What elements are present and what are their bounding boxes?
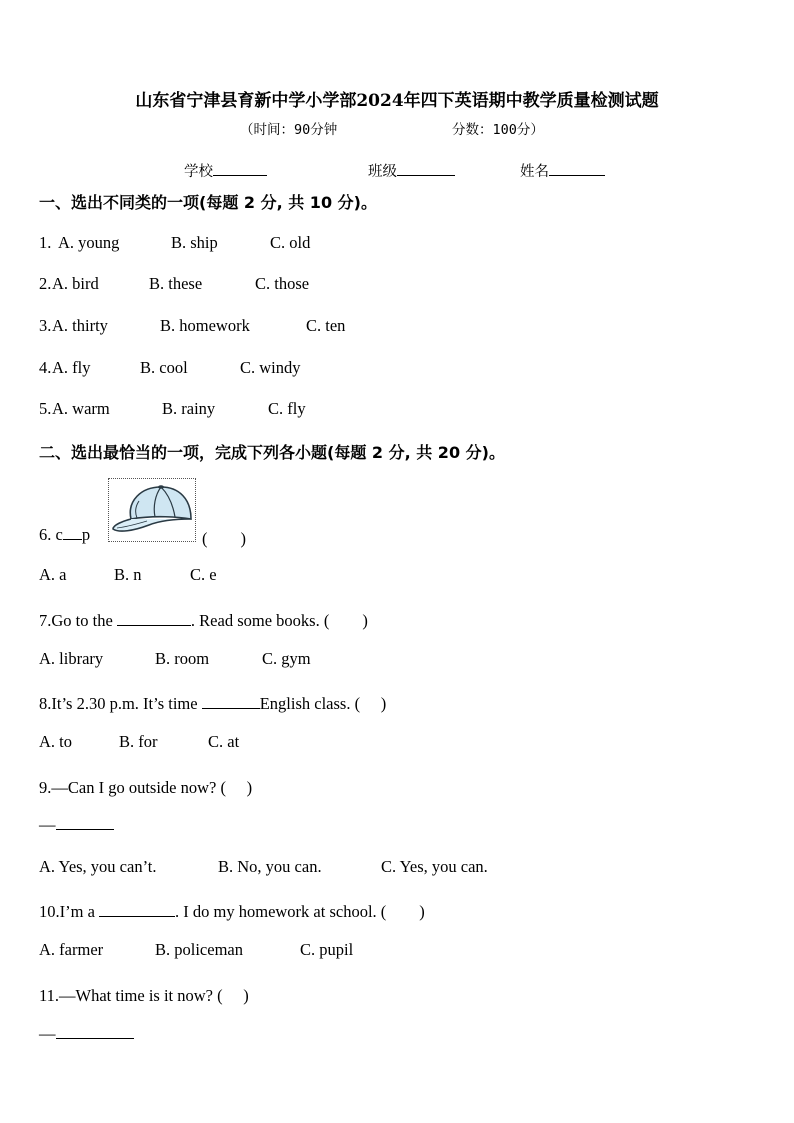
class-label: 班级 [368,164,397,180]
question-stem [39,607,368,631]
option-c[interactable]: C. those [255,274,310,293]
stem-suffix: . I do my homework at school. ( ) [175,902,425,921]
stem-prefix: 7.Go to the [39,611,117,630]
question-stem [39,898,425,922]
option-c[interactable]: C. pupil [300,940,354,959]
letter-blank[interactable] [63,526,82,540]
stem-prefix: 8.It’s 2.30 p.m. It’s time [39,694,202,713]
option-a[interactable]: A. library [39,649,104,668]
option-b[interactable]: B. n [114,565,142,584]
name-label: 姓名 [520,164,549,180]
stem-suffix: . Read some books. ( ) [190,611,368,630]
question-number: 3. [39,316,52,335]
option-b[interactable]: B. homework [160,316,250,335]
option-c[interactable]: C. old [270,233,311,252]
stem-prefix: 10.I’m a [39,902,100,921]
answer-blank[interactable] [56,816,114,830]
option-c[interactable]: C. gym [262,649,311,668]
option-a[interactable]: A. to [39,732,72,751]
name-blank[interactable] [549,161,605,176]
answer-dash: — [39,815,56,834]
option-c[interactable]: C. at [208,732,240,751]
school-field [184,160,267,181]
stem-suffix: p [81,525,91,544]
school-label: 学校 [184,164,213,180]
option-c[interactable]: C. windy [240,358,301,377]
cap-picture [108,478,196,542]
name-field [520,160,605,181]
option-b[interactable]: B. policeman [155,940,243,959]
option-b[interactable]: B. these [149,274,203,293]
question-stem [39,690,386,714]
option-b[interactable]: B. ship [171,233,218,252]
option-a[interactable]: A. Yes, you can’t. [39,857,157,876]
question-stem: 11.—What time is it now? ( ) [39,986,249,1005]
answer-dash: — [39,1024,56,1043]
class-blank[interactable] [397,161,455,176]
option-b[interactable]: B. room [155,649,210,668]
question-stem: 9.—Can I go outside now? ( ) [39,778,253,797]
option-a[interactable]: A. a [39,565,67,584]
exam-score: 分数：100分） [452,122,544,138]
question-stem [39,525,90,545]
option-b[interactable]: B. No, you can. [218,857,322,876]
question-number: 2. [39,274,52,293]
school-blank[interactable] [213,161,267,176]
option-a[interactable]: A. farmer [39,940,104,959]
question-number: 4. [39,358,52,377]
question-number: 5. [39,399,52,418]
word-blank[interactable] [99,903,175,917]
baseball-cap-icon [109,479,195,541]
option-b[interactable]: B. cool [140,358,188,377]
option-c[interactable]: C. e [190,565,217,584]
exam-title: 山东省宁津县育新中学小学部2024年四下英语期中教学质量检测试题 [135,91,659,111]
option-a[interactable]: A. warm [52,399,110,418]
word-blank[interactable] [117,612,191,626]
option-a[interactable]: A. fly [52,358,91,377]
option-b[interactable]: B. rainy [162,399,216,418]
word-blank[interactable] [202,695,260,709]
option-a[interactable]: A. thirty [52,316,108,335]
question-number: 1. [39,233,52,252]
stem-suffix: English class. ( ) [259,694,387,713]
option-b[interactable]: B. for [119,732,158,751]
option-c[interactable]: C. Yes, you can. [381,857,488,876]
option-a[interactable]: A. bird [52,274,99,293]
answer-paren[interactable]: ( ) [202,529,246,548]
option-c[interactable]: C. ten [306,316,346,335]
class-field [368,160,455,181]
answer-line [39,1024,134,1044]
section-1-heading: 一、选出不同类的一项(每题 2 分, 共 10 分)。 [39,193,377,212]
stem-prefix: 6. c [39,525,63,544]
exam-time: （时间：90分钟 [240,122,338,138]
answer-line [39,815,114,835]
option-a[interactable]: A. young [58,233,120,252]
answer-blank[interactable] [56,1025,134,1039]
option-c[interactable]: C. fly [268,399,306,418]
section-2-heading: 二、选出最恰当的一项，完成下列各小题(每题 2 分, 共 20 分)。 [39,443,505,462]
